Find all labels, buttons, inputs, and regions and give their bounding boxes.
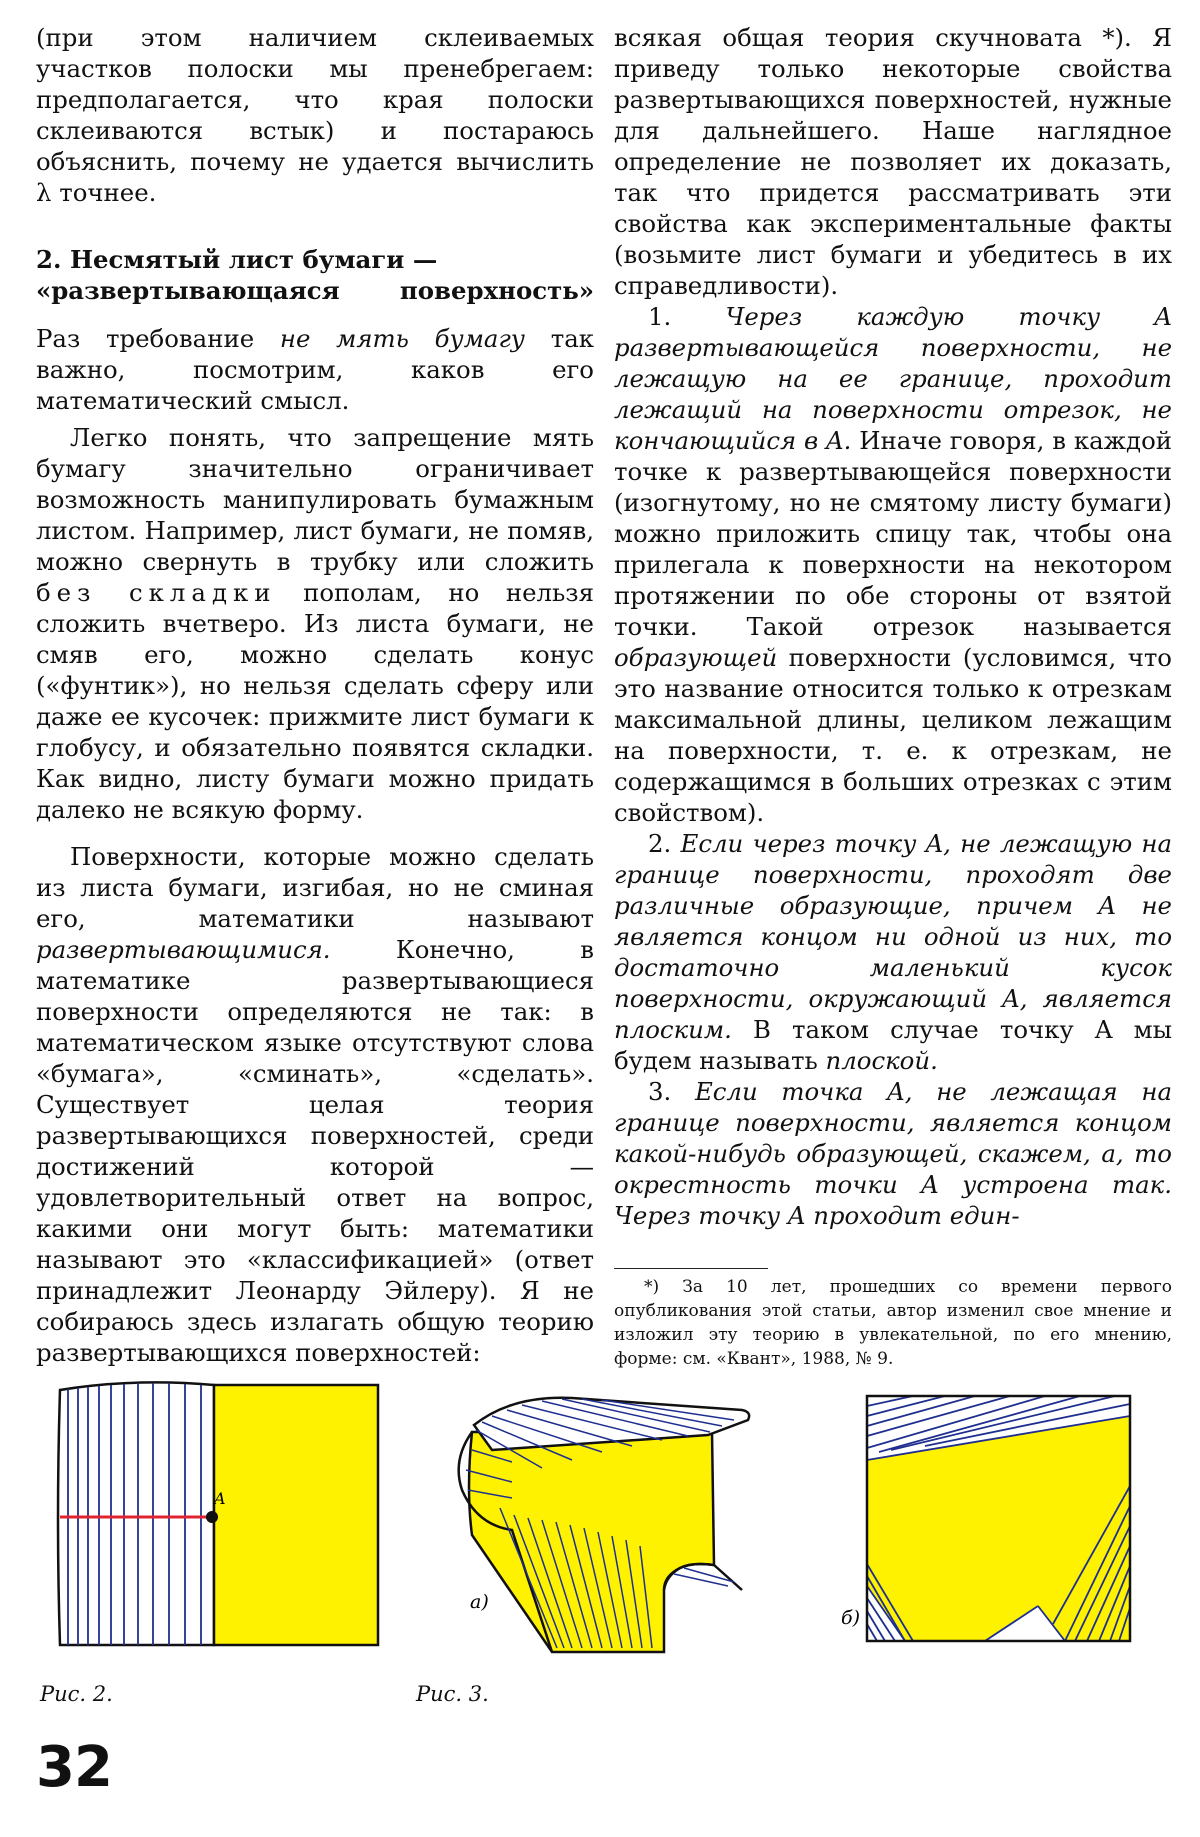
- footnote: [614, 1268, 1172, 1371]
- text: так важно, посмотрим, каков его математический смысл.: [36, 324, 594, 415]
- emphasis: Если точка A, не лежащая на границе поверхности, является концом какой-нибудь образующей, скажем, a, то окрестность точки A устроена так. Через точку A проходит един-: [614, 1077, 1173, 1230]
- paragraph: [36, 323, 594, 416]
- emphasis: образующей: [614, 643, 778, 672]
- text: В таком случае точку A мы будем называть: [614, 1015, 1172, 1075]
- paragraph: всякая общая теория скучновата *). Я приведу только некоторые свойства развертывающихся поверхностей, нужные для дальнейшего. Наше наглядное определение не позволяет их доказать, так что придется рассматривать эти свойства как экспериментальные факты (возьмите лист бумаги и убедитесь в их справедливости).: [614, 23, 1172, 300]
- curled-sheet-body: [469, 1432, 714, 1652]
- paragraph: (при этом наличием склеиваемых участков полоски мы пренебрегаем: предполагается, что края полоски склеиваются встык) и постараюсь объяснить, почему не удается вычислить λ точнее.: [36, 23, 594, 207]
- property-1: [614, 301, 1172, 828]
- section-heading-line-2: «развертывающаяся поверхность»: [36, 276, 594, 305]
- left-column: [36, 22, 594, 1368]
- text: Поверхности, которые можно сделать из листа бумаги, изгибая, но не сминая его, математики называют: [36, 842, 594, 933]
- item-number: 3.: [648, 1077, 695, 1106]
- figure-2-caption: Рис. 2.: [40, 1682, 113, 1706]
- item-number: 2.: [648, 829, 681, 858]
- property-2: [614, 828, 1172, 1076]
- text: пополам, но нельзя сложить вчетверо. Из листа бумаги, не смяв его, можно сделать конус («фунтик»), но нельзя сделать сферу или даже ее кусочек: прижмите лист бумаги к глобусу, и обязательно появятся складки. Как видно, листу бумаги можно придать далеко не всякую форму.: [36, 578, 595, 824]
- footnote-text: *) За 10 лет, прошедших со времени первого опубликования этой статьи, автор изменил свое мнение и изложил эту теорию в увлекательной, по его мнению, форме: см. «Квант», 1988, № 9.: [614, 1277, 1172, 1369]
- footnote-rule: [614, 1268, 768, 1269]
- emphasis: Если через точку A, не лежащую на границе поверхности, проходят две различные образующие, причем A не является концом ни одной из них, то достаточно маленький кусок поверхности, окружающий A, является плоским.: [614, 829, 1173, 1044]
- figure-3b-square-sheet: [795, 1386, 1135, 1646]
- text: поверхности (условимся, что это название относится только к отрезкам максимальной длины, целиком лежащим на поверхности, т. е. к отрезкам, не содержащимся в больших отрезках с этим свойством).: [614, 643, 1172, 827]
- spaced-emphasis: без складки: [36, 578, 277, 607]
- text: Легко понять, что запрещение мять бумагу значительно ограничивает возможность манипулировать бумажным листом. Например, лист бумаги, не помяв, можно свернуть в трубку или сложить: [36, 423, 594, 576]
- emphasis: не мять бумагу: [279, 324, 525, 353]
- point-a-marker: [206, 1511, 218, 1523]
- point-a-label: A: [214, 1489, 226, 1508]
- right-curl-generators: [674, 1568, 734, 1586]
- figure-3a-curled-sheet: [452, 1390, 752, 1660]
- figure-3-caption: Рис. 3.: [416, 1682, 489, 1706]
- bent-part: [58, 1382, 214, 1645]
- text: Конечно, в математике развертывающиеся поверхности определяются не так: в математическом языке отсутствуют слова «бумага», «сминать», «сделать». Существует целая теория развертывающихся поверхностей, среди достижений которой — удовлетворительный ответ на вопрос, какими они могут быть: математики называют это «классификацией» (ответ принадлежит Леонарду Эйлеру). Я не собираюсь здесь излагать общую теорию развертывающихся поверхностей:: [36, 935, 594, 1367]
- emphasis: плоской.: [825, 1046, 938, 1075]
- emphasis: Через каждую точку A развертывающейся поверхности, не лежащую на ее границе, проходит лежащий на поверхности отрезок, не кончающийся в A.: [614, 302, 1173, 455]
- item-number: 1.: [648, 302, 726, 331]
- paragraph: [36, 841, 594, 1368]
- flat-part: [214, 1385, 378, 1645]
- text: Иначе говоря, в каждой точке к развертывающейся поверхности (изогнутому, но не смятому листу бумаги) можно приложить спицу так, чтобы она прилегала к поверхности на некотором протяжении по обе стороны от взятой точки. Такой отрезок называется: [614, 426, 1173, 641]
- emphasis: развертывающимися.: [36, 935, 331, 964]
- figure-3a-label: а): [470, 1591, 489, 1613]
- property-3: [614, 1076, 1172, 1231]
- right-column: [614, 22, 1172, 1231]
- page-number: 32: [36, 1735, 112, 1800]
- section-heading-line-1: 2. Несмятый лист бумаги —: [36, 245, 438, 274]
- section-heading: [36, 244, 594, 306]
- figure-2-bent-sheet: [54, 1380, 384, 1660]
- paragraph: [36, 422, 594, 825]
- figure-3b-label: б): [841, 1607, 861, 1629]
- text: Раз требование: [36, 324, 280, 353]
